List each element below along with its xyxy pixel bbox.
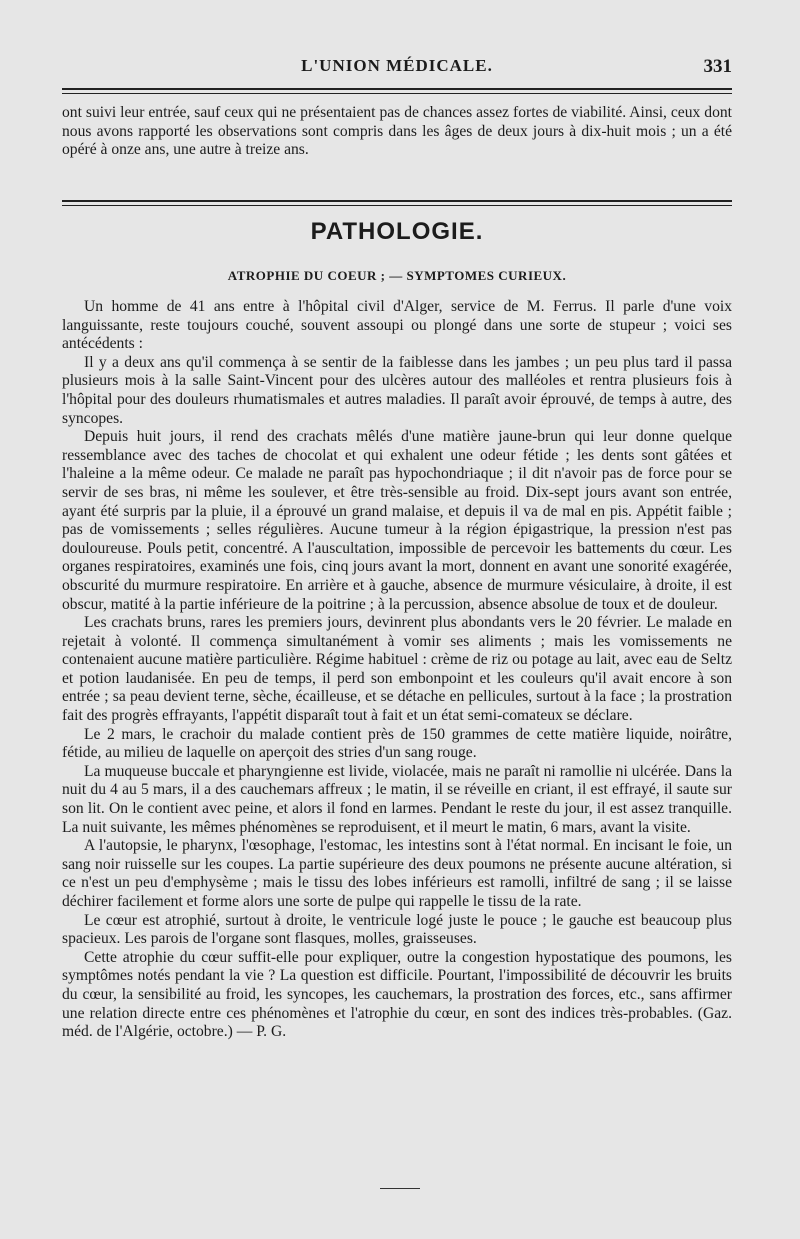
- paragraph-continued: ont suivi leur entrée, sauf ceux qui ne présentaient pas de chances assez fortes de viabilité. Ainsi, ceux dont nous avons rapporté les observations sont compris dans les âges de deux jours à dix-huit mois ; un a été opéré à onze ans, une autre à treize ans.: [62, 104, 732, 159]
- paragraph: Cette atrophie du cœur suffit-elle pour expliquer, outre la congestion hypostatique des poumons, les symptômes notés pendant la vie ? La question est difficile. Pourtant, l'impossibilité de découvrir les bruits du cœur, la sensibilité au froid, les syncopes, les cauchemars, la prostration des forces, etc., sans affirmer une relation directe entre ces phénomènes et l'atrophie du cœur, en sont des indices très-probables. (Gaz. méd. de l'Algérie, octobre.) — P. G.: [62, 948, 732, 1041]
- paragraph: Le 2 mars, le crachoir du malade contient près de 150 grammes de cette matière liquide, noirâtre, fétide, au milieu de laquelle on aperçoit des stries d'un sang rouge.: [62, 725, 732, 762]
- paragraph: Les crachats bruns, rares les premiers jours, devinrent plus abondants vers le 20 février. Le malade en rejetait à volonté. Il commença simultanément à vomir ses aliments ; mais les vomissements ne contenaient aucune matière particulière. Régime habituel : crème de riz ou potage au lait, avec eau de Seltz et potion laudanisée. En peu de temps, il perd son embonpoint et les couleurs qu'il avait encore à son entrée ; sa peau devient terne, sèche, écailleuse, et se détache en pellicules, surtout à la face ; la prostration fait des progrès effrayants, l'appétit disparaît tout à fait et un état semi-comateux se déclare.: [62, 614, 732, 725]
- article-body: [62, 298, 732, 1042]
- continued-text: [62, 104, 732, 160]
- section-rule: [62, 200, 732, 202]
- page-number: 331: [703, 56, 732, 77]
- running-head: [62, 56, 732, 82]
- end-rule: [380, 1188, 420, 1189]
- header-rule-thin: [62, 93, 732, 94]
- journal-title: L'UNION MÉDICALE.: [301, 56, 493, 75]
- paragraph: Il y a deux ans qu'il commença à se sentir de la faiblesse dans les jambes ; un peu plus tard il passa plusieurs mois à la salle Saint-Vincent pour des ulcères autour des malléoles et rentra plusieurs fois à l'hôpital pour des douleurs rhumatismales et autres maladies. Il paraît avoir éprouvé, de temps à autre, des syncopes.: [62, 353, 732, 427]
- section-rule-thin: [62, 205, 732, 206]
- article-subtitle: ATROPHIE DU COEUR ; — SYMPTOMES CURIEUX.: [227, 268, 567, 283]
- paragraph: Depuis huit jours, il rend des crachats mêlés d'une matière jaune-brun qui leur donne quelque ressemblance avec des taches de chocolat et qui exhalent une odeur fétide ; les dents sont gâtées et l'haleine a la même odeur. Ce malade ne paraît pas hypochondriaque ; il dit n'avoir pas de force pour se servir de ses bras, ni même les soulever, et être très-sensible au froid. Dix-sept jours avant son entrée, ayant été surpris par la pluie, il a éprouvé un grand malaise, et depuis il va de mal en pis. Appétit faible ; pas de vomissements ; selles régulières. Aucune tumeur à la région épigastrique, la pression n'est pas douloureuse. Pouls petit, concentré. A l'auscultation, impossible de percevoir les battements du cœur. Les organes respiratoires, examinés une fois, cinq jours avant la mort, donnent en avant une sonorité exagérée, obscurité du murmure respiratoire. En arrière et à gauche, absence de murmure vésiculaire, à droite, il est obscur, matité à la partie inférieure de la poitrine ; à la percussion, absence absolue de toux et de douleur.: [62, 428, 732, 613]
- paragraph: A l'autopsie, le pharynx, l'œsophage, l'estomac, les intestins sont à l'état normal. En incisant le foie, un sang noir ruisselle sur les coupes. La partie supérieure des deux poumons ne présente aucune altération, si ce n'est un peu d'emphysème ; mais le tissu des lobes inférieurs est ramolli, infiltré de sang ; il se laisse déchirer facilement et forme alors une sorte de pulpe qui rappelle le tissu de la rate.: [62, 837, 732, 910]
- section-title: PATHOLOGIE.: [310, 218, 484, 245]
- header-rule: [62, 88, 732, 90]
- paragraph: Un homme de 41 ans entre à l'hôpital civil d'Alger, service de M. Ferrus. Il parle d'une voix languissante, reste toujours couché, souvent assoupi ou plongé dans une sorte de stupeur ; voici ses antécédents :: [62, 298, 732, 353]
- paragraph: La muqueuse buccale et pharyngienne est livide, violacée, mais ne paraît ni ramollie ni ulcérée. Dans la nuit du 4 au 5 mars, il a des cauchemars affreux ; le matin, il se réveille en criant, il est effrayé, il saute sur son lit. On le contient avec peine, et alors il fond en larmes. Pendant le reste du jour, il est assez tranquille. La nuit suivante, les mêmes phénomènes se reproduisent, et il meurt le matin, 6 mars, avant la visite.: [62, 762, 732, 836]
- paragraph: Le cœur est atrophié, surtout à droite, le ventricule logé juste le pouce ; le gauche est beaucoup plus spacieux. Les parois de l'organe sont flasques, molles, graisseuses.: [62, 911, 732, 948]
